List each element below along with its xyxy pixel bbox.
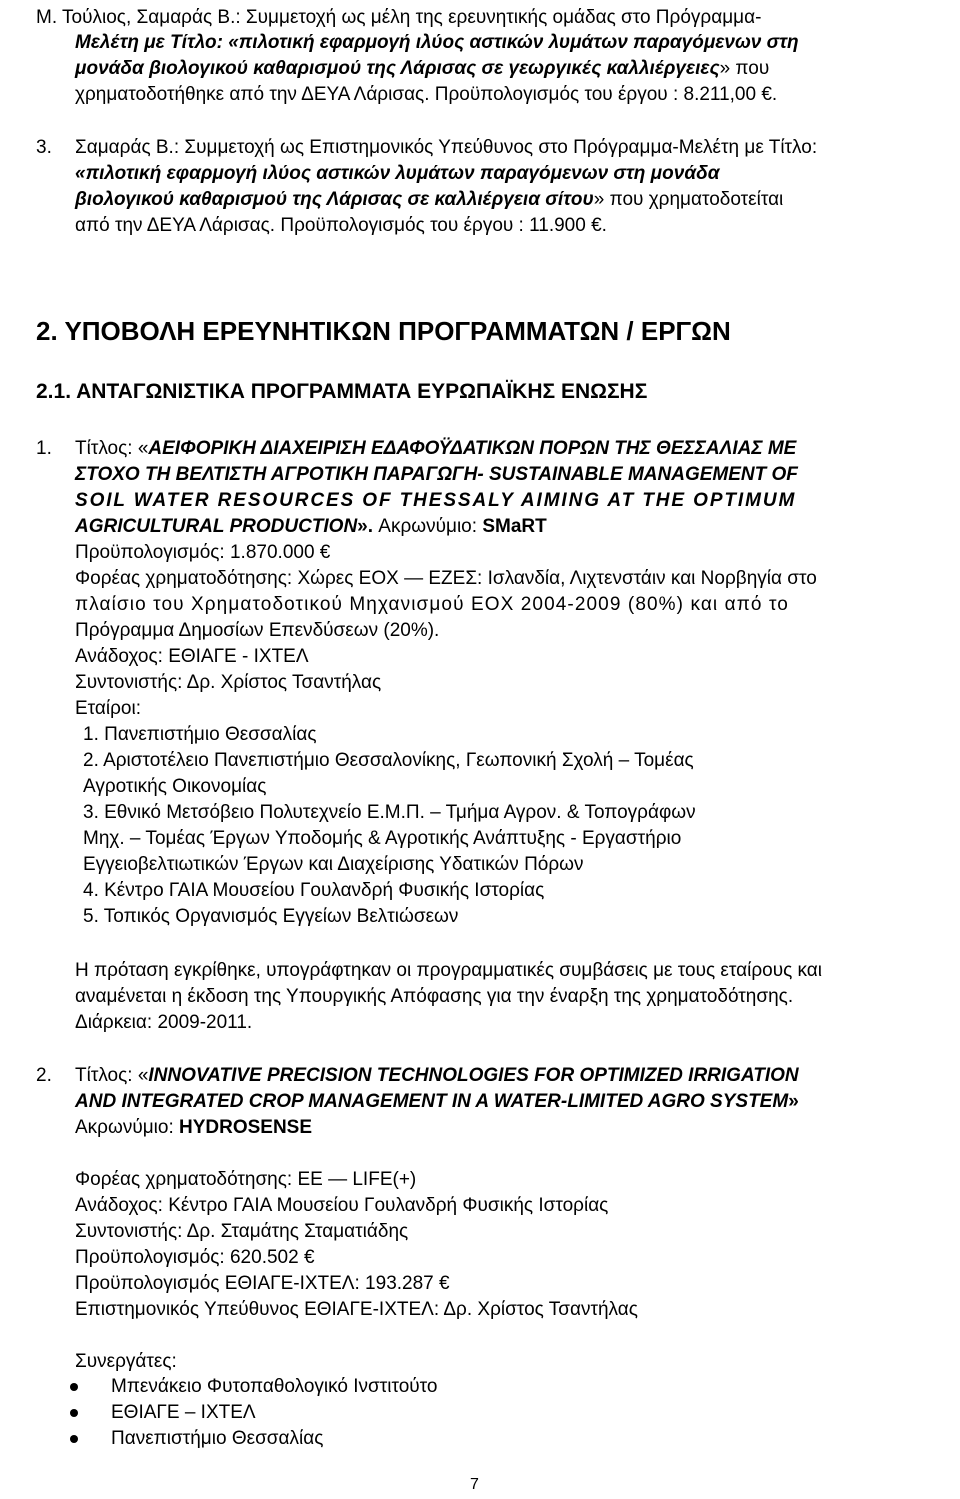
collaborator-item: Πανεπιστήμιο Θεσσαλίας xyxy=(111,1428,324,1449)
item2-title-line: Μελέτη με Τίτλο: «πιλοτική εφαρμογή ιλύος αστικών λυμάτων παραγόμενων στη xyxy=(75,32,799,53)
project1-duration: Διάρκεια: 2009-2011. xyxy=(75,1012,253,1033)
project1-title-text: AGRICULTURAL PRODUCTION xyxy=(75,516,358,537)
page-number: 7 xyxy=(470,1476,479,1493)
bullet-icon xyxy=(70,1409,78,1417)
item3-number: 3. xyxy=(36,137,52,158)
project1-title-line4 xyxy=(75,514,547,540)
item2-line4 xyxy=(75,82,777,108)
project2-budget-ethiage: Προϋπολογισμός ΕΘΙΑΓΕ-ΙΧΤΕΛ: 193.287 € xyxy=(75,1273,450,1294)
project1-partners-label: Εταίροι: xyxy=(75,698,141,719)
project2-acronym-line xyxy=(75,1115,312,1141)
project1-approval-line2: αναμένεται η έκδοση της Υπουργικής Απόφασης για την έναρξη της χρηματοδότησης. xyxy=(75,986,794,1007)
partner-item: 4. Κέντρο ΓΑΙΑ Μουσείου Γουλανδρή Φυσικής Ιστορίας xyxy=(83,880,545,901)
project1-acronym-label: Ακρωνύμιο: xyxy=(373,516,483,537)
project2-title-text: INNOVATIVE PRECISION TECHNOLOGIES FOR OPTIMIZED IRRIGATION xyxy=(148,1065,799,1086)
project2-title-text: AND INTEGRATED CROP MANAGEMENT IN A WATER-LIMITED AGRO SYSTEM xyxy=(75,1091,789,1112)
item3-title-tail: » που χρηματοδοτείται xyxy=(593,189,784,210)
item3-line1-text: Σαμαράς Β.: Συμμετοχή ως Επιστημονικός Υπεύθυνος στο Πρόγραμμα-Μελέτη με Τίτλο: xyxy=(75,137,818,158)
subsection-heading: 2.1. ΑΝΤΑΓΩΝΙΣΤΙΚΑ ΠΡΟΓΡΑΜΜΑΤΑ ΕΥΡΩΠΑΪΚΗΣ ΕΝΩΣΗΣ xyxy=(36,380,648,403)
project1-funding-line1: Φορέας χρηματοδότησης: Χώρες ΕΟΧ — ΕΖΕΣ: Ισλανδία, Λιχτενστάιν και Νορβηγία στο xyxy=(75,568,817,589)
item2-funding-text: χρηματοδοτήθηκε από την ΔΕΥΑ Λάρισας. Προϋπολογισμός του έργου : 8.211,00 €. xyxy=(75,84,778,105)
project2-acronym-label: Ακρωνύμιο: xyxy=(75,1117,179,1138)
project1-approval-line1: Η πρόταση εγκρίθηκε, υπογράφτηκαν οι προγραμματικές συμβάσεις με τους εταίρους και xyxy=(75,960,823,981)
item2-title-tail: » που xyxy=(719,58,770,79)
bullet-icon xyxy=(70,1383,78,1391)
project2-responsible: Επιστημονικός Υπεύθυνος ΕΘΙΑΓΕ-ΙΧΤΕΛ: Δρ. Χρίστος Τσαντήλας xyxy=(75,1299,638,1320)
project2-collaborators-label: Συνεργάτες: xyxy=(75,1351,177,1372)
project1-budget: Προϋπολογισμός: 1.870.000 € xyxy=(75,542,331,563)
item3-title-line: βιολογικού καθαρισμού της Λάρισας σε καλλιέργεια σίτου xyxy=(75,189,594,210)
item3-line3 xyxy=(75,187,783,213)
project2-number: 2. xyxy=(36,1065,52,1086)
item3-line1 xyxy=(75,135,817,161)
project1-funding-line3: Πρόγραμμα Δημοσίων Επενδύσεων (20%). xyxy=(75,620,440,641)
project1-title-text: ΑΕΙΦΟΡΙΚΗ ΔΙΑΧΕΙΡΙΣΗ ΕΔΑΦΟΫΔΑΤΙΚΩΝ ΠΟΡΩΝ ΤΗΣ ΘΕΣΣΑΛΙΑΣ ΜΕ xyxy=(148,438,797,459)
project1-contractor: Ανάδοχος: ΕΘΙΑΓΕ - ΙΧΤΕΛ xyxy=(75,646,309,667)
item3-num xyxy=(36,135,52,161)
project1-number: 1. xyxy=(36,438,52,459)
project2-contractor: Ανάδοχος: Κέντρο ΓΑΙΑ Μουσείου Γουλανδρή Φυσικής Ιστορίας xyxy=(75,1195,609,1216)
project2-title-line1 xyxy=(75,1063,799,1089)
project2-funding: Φορέας χρηματοδότησης: ΕΕ — LIFE(+) xyxy=(75,1169,417,1190)
project1-title-label: Τίτλος: « xyxy=(75,438,149,459)
project1-acronym: SMaRT xyxy=(482,516,547,537)
project2-title-label: Τίτλος: « xyxy=(75,1065,149,1086)
item2-line1-text: Μ. Τούλιος, Σαμαράς Β.: Συμμετοχή ως μέλη της ερευνητικής ομάδας στο Πρόγραμμα- xyxy=(36,7,762,28)
partner-item: Αγροτικής Οικονομίας xyxy=(83,776,267,797)
partner-item: 3. Εθνικό Μετσόβειο Πολυτεχνείο Ε.Μ.Π. – Τμήμα Αγρον. & Τοπογράφων xyxy=(83,802,696,823)
project2-budget: Προϋπολογισμός: 620.502 € xyxy=(75,1247,315,1268)
item2-line2 xyxy=(75,30,957,56)
project1-title-close: ». xyxy=(357,516,374,537)
project1-title-line2: ΣΤΟΧΟ ΤΗ ΒΕΛΤΙΣΤΗ ΑΓΡΟΤΙΚΗ ΠΑΡΑΓΩΓΗ- SUSTAINABLE MANAGEMENT OF xyxy=(75,464,798,485)
project2-title-close: » xyxy=(788,1091,799,1112)
item2-line3 xyxy=(75,56,957,82)
item3-title-line: «πιλοτική εφαρμογή ιλύος αστικών λυμάτων παραγόμενων στη μονάδα xyxy=(75,163,720,184)
partner-item: 5. Τοπικός Οργανισμός Εγγείων Βελτιώσεων xyxy=(83,906,459,927)
item3-line2 xyxy=(75,161,957,187)
collaborator-item: Μπενάκειο Φυτοπαθολογικό Ινστιτούτο xyxy=(111,1376,438,1397)
item2-line1 xyxy=(36,5,924,31)
partner-item: Εγγειοβελτιωτικών Έργων και Διαχείρισης Υδατικών Πόρων xyxy=(83,854,584,875)
section-heading: 2. ΥΠΟΒΟΛΗ ΕΡΕΥΝΗΤΙΚΩΝ ΠΡΟΓΡΑΜΜΑΤΩΝ / ΕΡΓΩΝ xyxy=(36,316,731,346)
item2-title-line: μονάδα βιολογικού καθαρισμού της Λάρισας σε γεωργικές καλλιέργειες xyxy=(75,58,720,79)
project1-funding-line2: πλαίσιο του Χρηματοδοτικού Μηχανισμού ΕΟΧ 2004-2009 (80%) και από το xyxy=(75,594,789,615)
item3-funding-text: από την ΔΕΥΑ Λάρισας. Προϋπολογισμός του έργου : 11.900 €. xyxy=(75,215,607,236)
partner-item: 2. Αριστοτέλειο Πανεπιστήμιο Θεσσαλονίκης, Γεωπονική Σχολή – Τομέας xyxy=(83,750,694,771)
project2-title-line2 xyxy=(75,1089,799,1115)
project1-title-line1 xyxy=(75,436,796,462)
partner-item: 1. Πανεπιστήμιο Θεσσαλίας xyxy=(83,724,317,745)
project1-title-line3: SOIL WATER RESOURCES OF THESSALY AIMING AT THE OPTIMUM xyxy=(75,490,797,511)
bullet-icon xyxy=(70,1435,78,1443)
project2-coordinator: Συντονιστής: Δρ. Σταμάτης Σταματιάδης xyxy=(75,1221,409,1242)
item3-line4 xyxy=(75,213,607,239)
project2-acronym: HYDROSENSE xyxy=(179,1117,313,1138)
project1-coordinator: Συντονιστής: Δρ. Χρίστος Τσαντήλας xyxy=(75,672,382,693)
partner-item: Μηχ. – Τομέας Έργων Υποδομής & Αγροτικής Ανάπτυξης - Εργαστήριο xyxy=(83,828,682,849)
collaborator-item: ΕΘΙΑΓΕ – ΙΧΤΕΛ xyxy=(111,1402,256,1423)
